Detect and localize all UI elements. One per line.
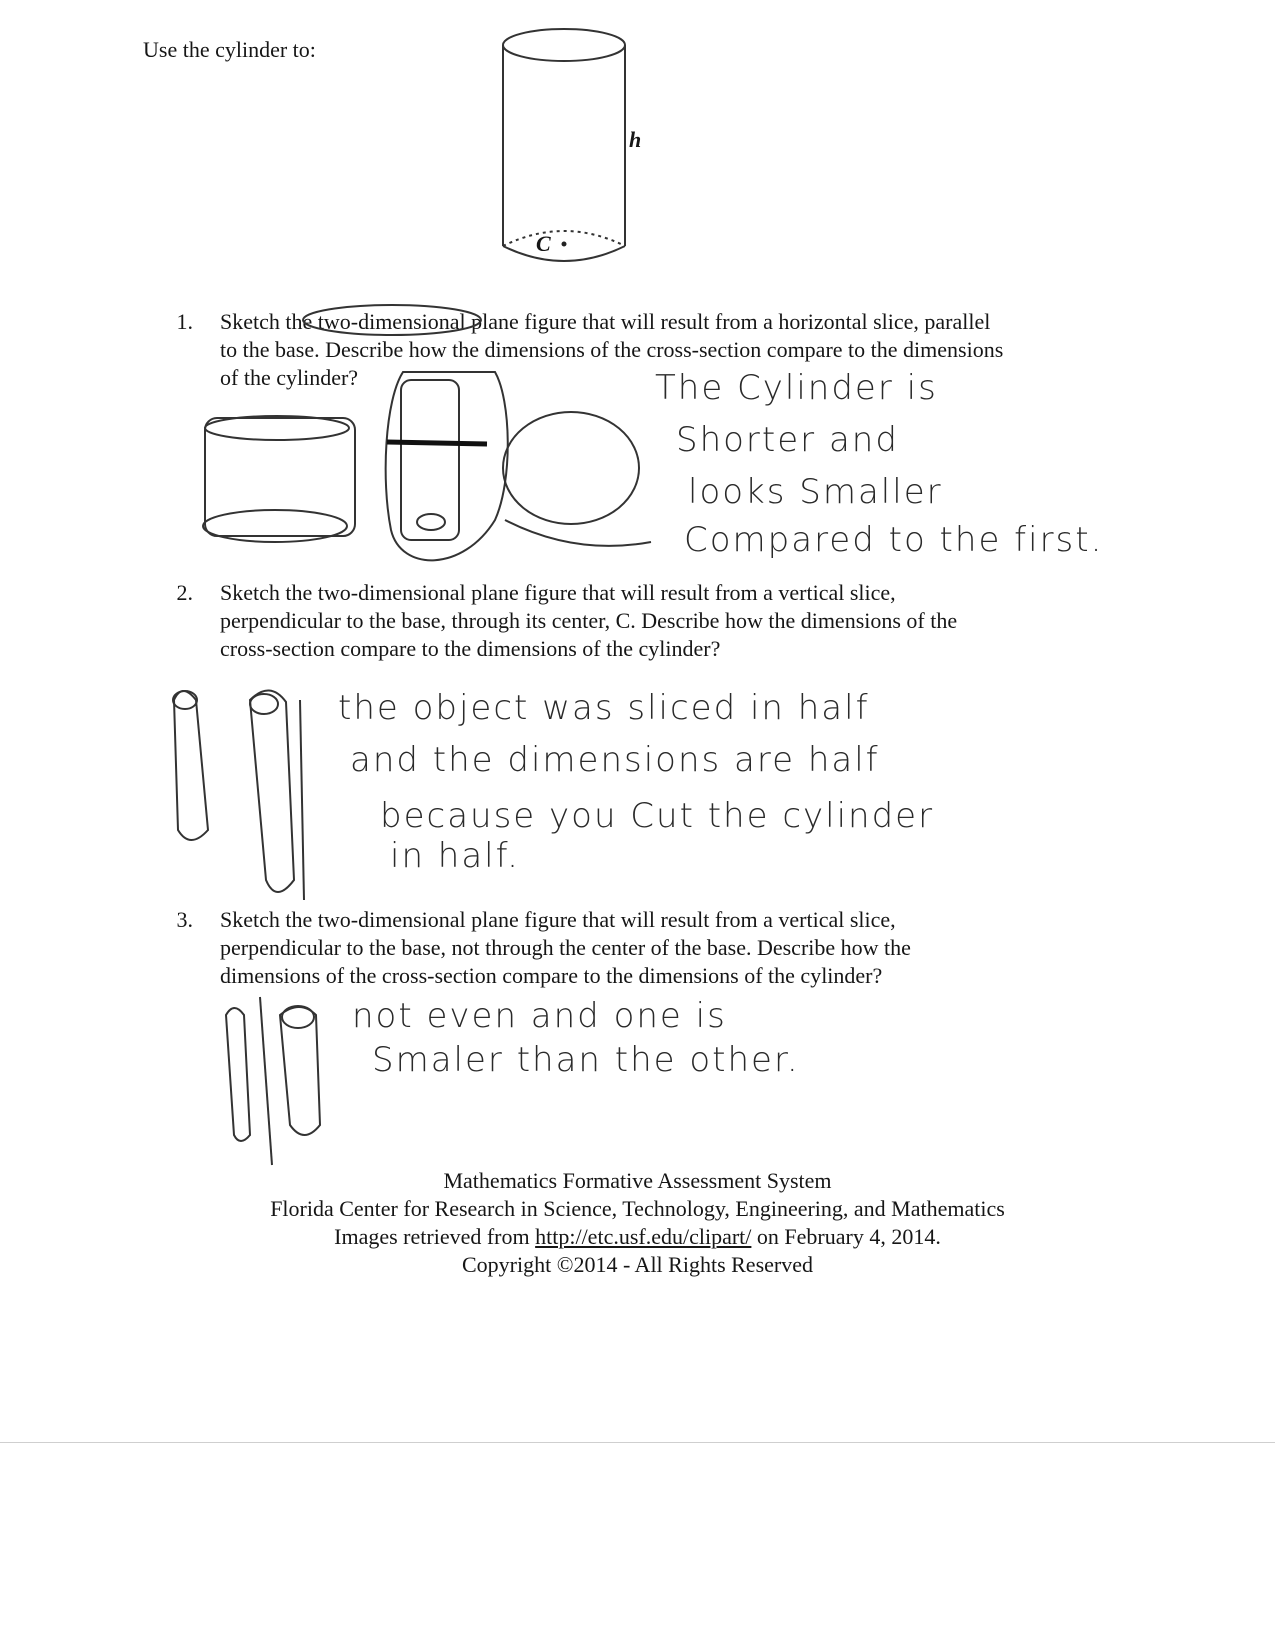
question-3-line-1: Sketch the two-dimensional plane figure that will result from a vertical slice, xyxy=(220,907,896,932)
question-3-line-2: perpendicular to the base, not through the center of the base. Describe how the xyxy=(220,935,911,960)
answer-1-line-3: looks Smaller xyxy=(688,472,943,512)
cylinder-center-label: C xyxy=(536,231,551,256)
answer-2-line-2: and the dimensions are half xyxy=(350,740,880,780)
cylinder-figure xyxy=(500,22,650,272)
answer-3-line-1: not even and one is xyxy=(352,996,727,1036)
question-2-sketches xyxy=(160,680,320,910)
question-3-line-3: dimensions of the cross-section compare to the dimensions of the cylinder? xyxy=(220,963,883,988)
answer-1-line-1: The Cylinder is xyxy=(655,368,938,408)
footer-line-2: Florida Center for Research in Science, Technology, Engineering, and Mathematics xyxy=(270,1196,1005,1221)
cylinder-height-label: h xyxy=(629,127,642,152)
question-1-number: 1. xyxy=(176,309,193,334)
footer-line-3 xyxy=(0,1222,1275,1251)
clipart-link[interactable]: http://etc.usf.edu/clipart/ xyxy=(535,1224,752,1249)
answer-1-line-4: Compared to the first. xyxy=(684,520,1104,560)
question-1-line-3: of the cylinder? xyxy=(220,365,359,390)
cylinder-top-ellipse xyxy=(503,29,625,61)
cylinder-bottom-front xyxy=(503,246,625,261)
footer-copyright: Copyright ©2014 - All Rights Reserved xyxy=(462,1252,813,1277)
question-2-line-3: cross-section compare to the dimensions of the cylinder? xyxy=(220,636,721,661)
footer-line-1: Mathematics Formative Assessment System xyxy=(443,1168,832,1193)
question-1-sketches xyxy=(195,360,675,580)
answer-2-line-4: in half. xyxy=(390,836,520,876)
answer-3-line-2: Smaler than the other. xyxy=(372,1040,800,1080)
question-2-number: 2. xyxy=(176,580,193,605)
center-point-dot xyxy=(562,242,567,247)
question-2-line-1: Sketch the two-dimensional plane figure that will result from a vertical slice, xyxy=(220,580,896,605)
page-divider xyxy=(0,1442,1275,1443)
footer-line-3-prefix: Images retrieved from xyxy=(334,1224,536,1249)
answer-1-line-2: Shorter and xyxy=(676,420,899,460)
answer-2-line-1: the object was sliced in half xyxy=(338,688,870,728)
question-1-line-1: Sketch the two-dimensional plane figure that will result from a horizontal slice, parallel xyxy=(220,309,991,334)
question-3-number: 3. xyxy=(176,907,193,932)
question-2-line-2: perpendicular to the base, through its center, C. Describe how the dimensions of the xyxy=(220,608,958,633)
question-3-sketches xyxy=(220,995,340,1175)
answer-2-line-3: because you Cut the cylinder xyxy=(380,796,935,836)
footer-line-3-suffix: on February 4, 2014. xyxy=(751,1224,941,1249)
question-1-line-2: to the base. Describe how the dimensions of the cross-section compare to the dimensions xyxy=(220,337,1004,362)
intro-text: Use the cylinder to: xyxy=(143,37,316,62)
circled-word-mark xyxy=(298,300,488,340)
